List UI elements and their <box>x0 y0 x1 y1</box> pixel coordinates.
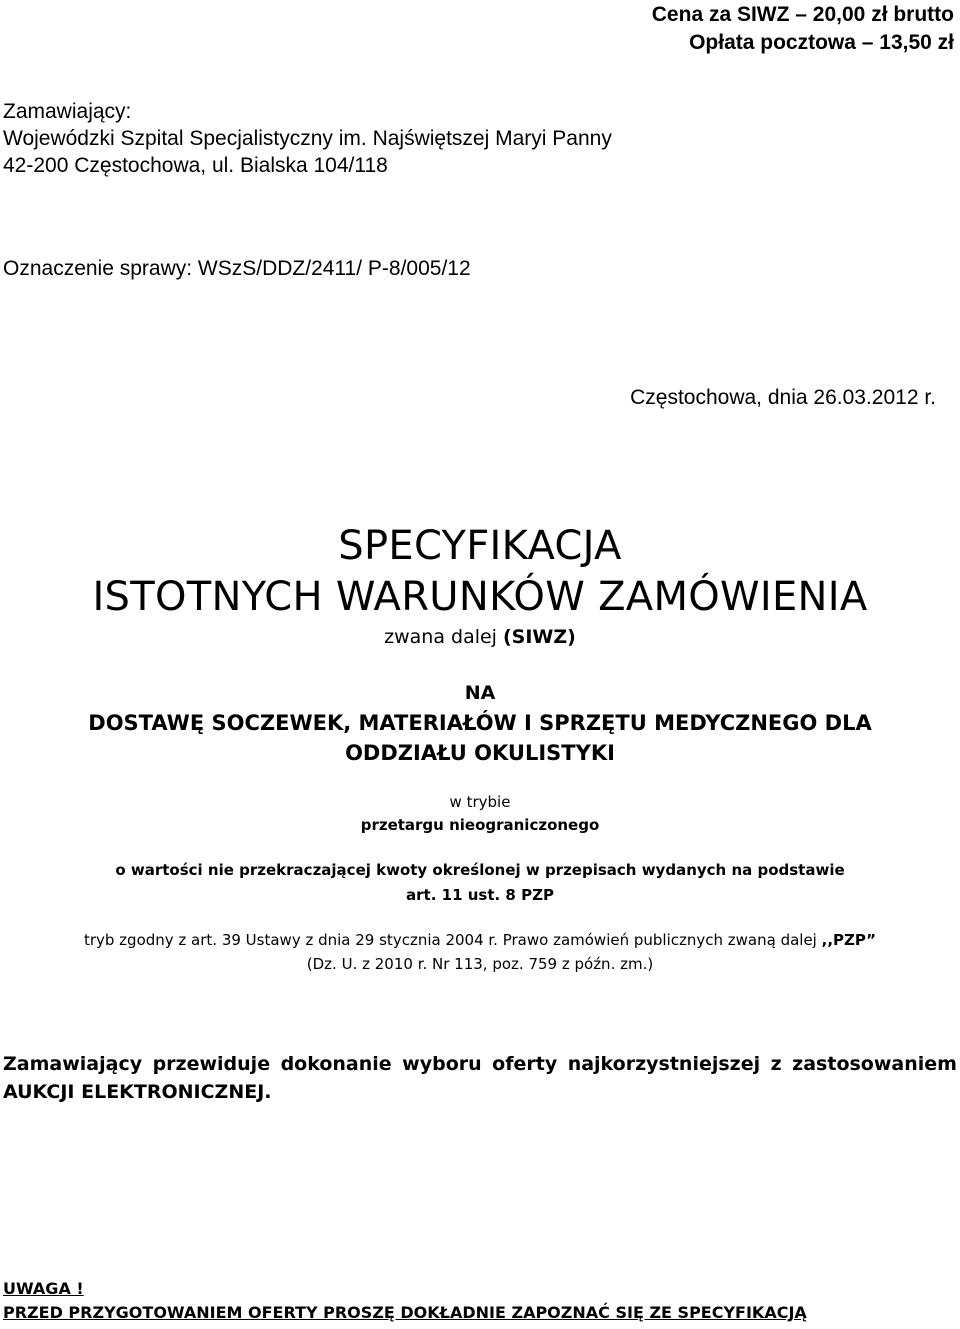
legal-basis-line-2: (Dz. U. z 2010 r. Nr 113, poz. 759 z późn. zm.) <box>306 955 654 973</box>
subject-na: NA <box>464 682 496 704</box>
case-reference: Oznaczenie sprawy: WSzS/DDZ/2411/ P-8/005/12 <box>3 257 471 280</box>
subject-line-1: DOSTAWĘ SOCZEWEK, MATERIAŁÓW I SPRZĘTU MEDYCZNEGO DLA <box>88 711 872 735</box>
legal-basis-line-1 <box>0 929 960 952</box>
auction-word: najkorzystniejszej <box>567 1053 761 1075</box>
auction-line-1 <box>3 1050 957 1078</box>
value-line-2: art. 11 ust. 8 PZP <box>406 886 554 904</box>
title-line-2: ISTOTNYCH WARUNKÓW ZAMÓWIENIA <box>92 574 868 620</box>
auction-word: zastosowaniem <box>792 1053 957 1075</box>
auction-notice <box>3 1050 957 1106</box>
legal-basis-pzp: ,,PZP” <box>821 931 877 949</box>
price-info <box>652 1 954 57</box>
orderer-address: 42-200 Częstochowa, ul. Bialska 104/118 <box>3 154 388 177</box>
title-subtitle <box>0 624 960 650</box>
postage-fee: Opłata pocztowa – 13,50 zł <box>689 31 954 54</box>
auction-word: przewiduje <box>152 1053 271 1075</box>
auction-word: z <box>770 1053 782 1075</box>
mode-line-1: w trybie <box>449 793 511 811</box>
auction-word: dokonanie <box>280 1053 392 1075</box>
orderer-label: Zamawiający: <box>3 100 132 123</box>
auction-word: Zamawiający <box>3 1053 143 1075</box>
auction-line-2: AUKCJI ELEKTRONICZNEJ. <box>3 1081 272 1103</box>
legal-basis-text: tryb zgodny z art. 39 Ustawy z dnia 29 stycznia 2004 r. Prawo zamówień publicznych zwaną dalej <box>83 931 822 949</box>
document-date: Częstochowa, dnia 26.03.2012 r. <box>630 386 936 409</box>
auction-word: wyboru <box>402 1053 482 1075</box>
subtitle-abbr: (SIWZ) <box>503 626 576 648</box>
orderer-block <box>3 98 612 179</box>
value-line-1: o wartości nie przekraczającej kwoty określonej w przepisach wydanych na podstawie <box>115 861 845 879</box>
warning-block <box>3 1277 807 1325</box>
title-line-1: SPECYFIKACJA <box>338 523 622 569</box>
subtitle-prefix: zwana dalej <box>384 626 503 648</box>
auction-word: oferty <box>492 1053 558 1075</box>
warning-title: UWAGA ! <box>3 1279 84 1298</box>
subject-line-2: ODDZIAŁU OKULISTYKI <box>345 741 615 765</box>
mode-line-2: przetargu nieograniczonego <box>360 816 600 834</box>
siwz-price: Cena za SIWZ – 20,00 zł brutto <box>651 3 954 26</box>
orderer-name: Wojewódzki Szpital Specjalistyczny im. Najświętszej Maryi Panny <box>3 127 612 150</box>
warning-text: PRZED PRZYGOTOWANIEM OFERTY PROSZĘ DOKŁADNIE ZAPOZNAĆ SIĘ ZE SPECYFIKACJĄ <box>3 1303 807 1322</box>
